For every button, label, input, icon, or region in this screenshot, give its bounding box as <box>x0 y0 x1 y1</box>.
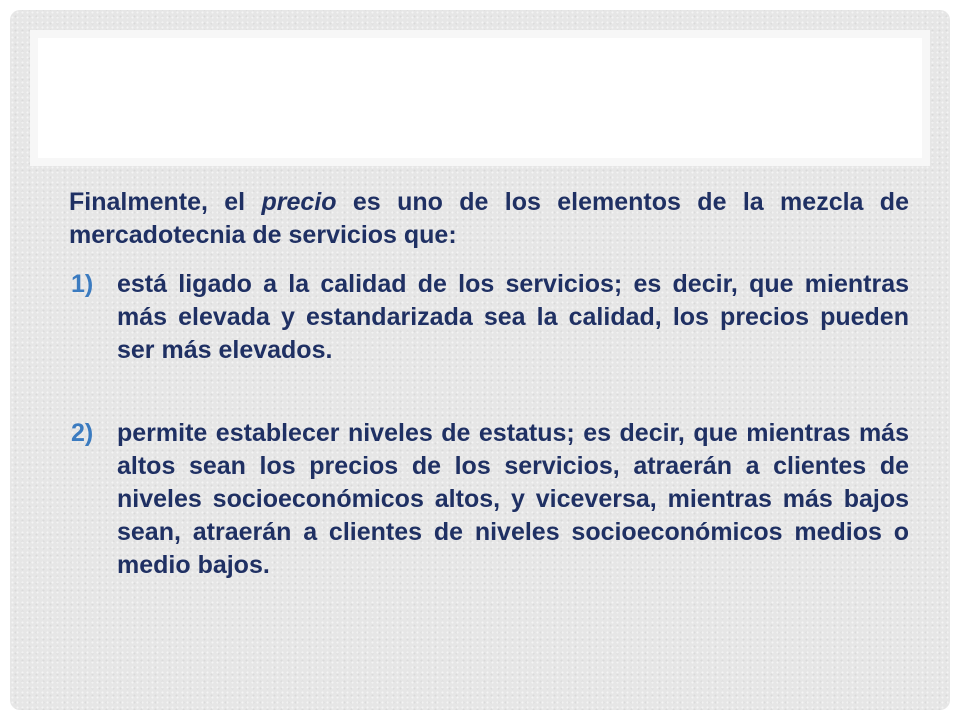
list-item-1 <box>69 268 909 367</box>
list-number-1: 1) <box>71 270 94 298</box>
intro-emphasis: precio <box>261 188 337 216</box>
list-number-2: 2) <box>71 419 94 447</box>
list-text-1: está ligado a la calidad de los servicios; es decir, que mientras más elevada y estandarizada sea la calidad, los precios pueden ser más elevados. <box>117 270 909 364</box>
slide-title <box>38 38 922 158</box>
list-text-2: permite establecer niveles de estatus; es decir, que mientras más altos sean los precios de los servicios, atraerán a clientes de niveles socioeconómicos altos, y viceversa, mientras más bajos sean, atraerán a clientes de niveles socioeconómicos medios o medio bajos. <box>117 419 909 579</box>
content-area <box>69 186 909 582</box>
intro-paragraph <box>69 186 909 252</box>
title-placeholder <box>30 30 930 166</box>
intro-text-before: Finalmente, el <box>69 188 262 216</box>
list-item-2 <box>69 417 909 582</box>
slide <box>10 10 950 710</box>
intro-text-after: es uno de los elementos de la mezcla de mercadotecnia de servicios que: <box>69 188 909 249</box>
